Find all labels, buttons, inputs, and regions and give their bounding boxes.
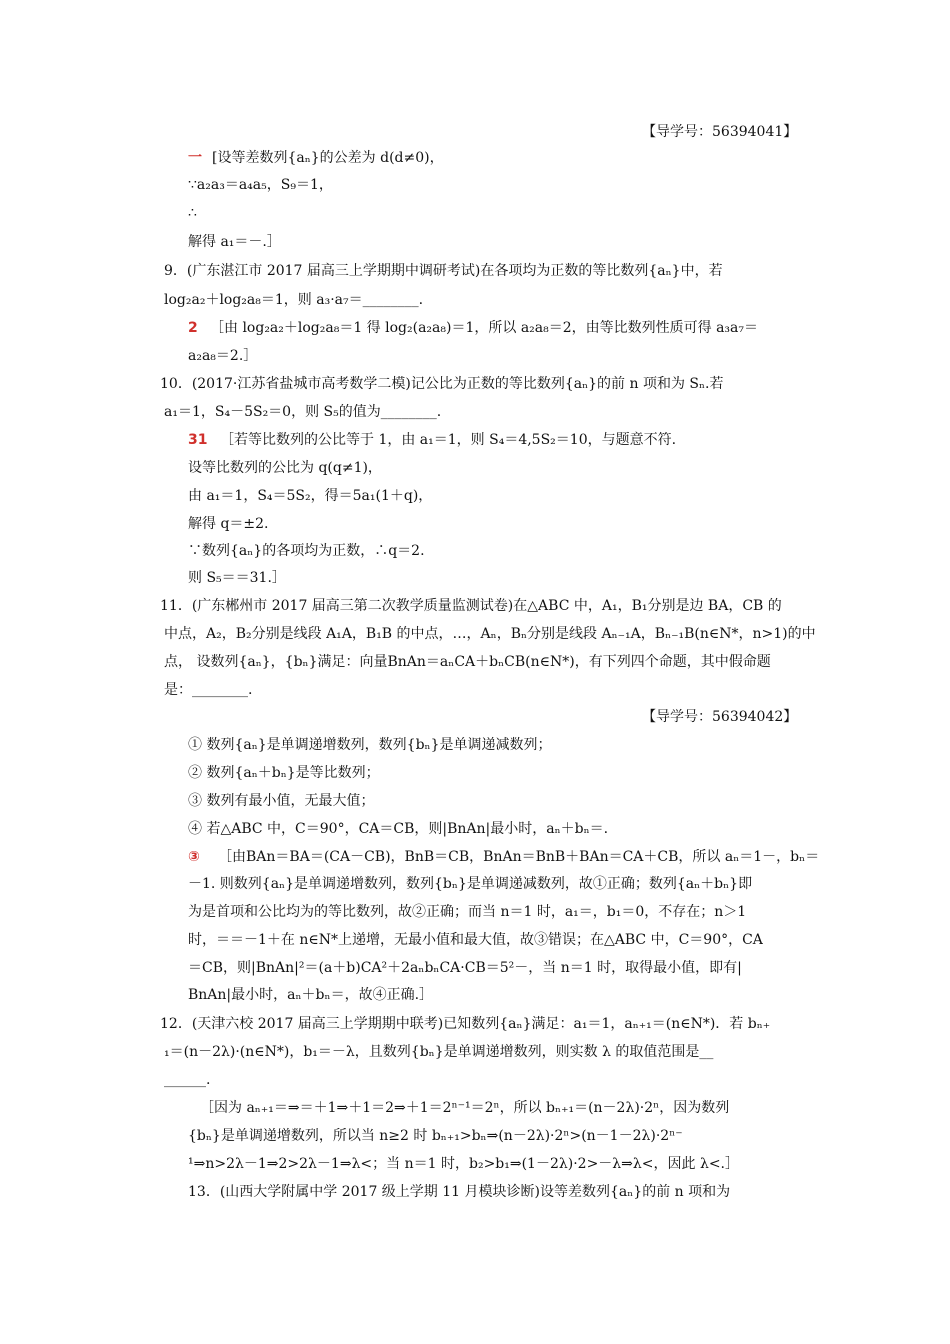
text-line: ∴ bbox=[188, 205, 197, 221]
text-line: ［由 log₂a₂＋log₂a₈＝1 得 log₂(a₂a₈)＝1，所以 a₂a₈＝2，由等比数列性质可得 a₃a₇＝ bbox=[210, 320, 759, 336]
text-line: 解得 a₁＝－.］ bbox=[188, 234, 281, 250]
proposition-3: ③ 数列有最小值，无最大值； bbox=[188, 793, 375, 809]
question-13: 13．(山西大学附属中学 2017 级上学期 11 月模块诊断)设等差数列{aₙ}的前 n 项和为 bbox=[188, 1184, 731, 1200]
text-line: a₁＝1，S₄－5S₂＝0，则 S₅的值为________. bbox=[164, 404, 442, 420]
text-line: ∵数列{aₙ}的各项均为正数，∴q＝2. bbox=[188, 543, 425, 559]
text-line: a₂a₈＝2.］ bbox=[188, 348, 258, 364]
proposition-4: ④ 若△ABC 中，C＝90°，CA＝CB，则|BnAn|最小时，aₙ＋bₙ＝. bbox=[188, 821, 609, 837]
answer-11: ③ bbox=[188, 849, 200, 865]
question-12: 12．(天津六校 2017 届高三上学期期中联考)已知数列{aₙ}满足：a₁＝1，aₙ₊₁＝(n∈N*)．若 bₙ₊ bbox=[160, 1016, 771, 1032]
text-line: 则 S₅＝＝31.］ bbox=[188, 570, 286, 586]
answer-8: 一 bbox=[188, 150, 202, 166]
text-line: 解得 q＝±2. bbox=[188, 516, 269, 532]
guide-number-2: 【导学号：56394042】 bbox=[642, 709, 798, 725]
text-line: 设等比数列的公比为 q(q≠1)， bbox=[188, 460, 382, 476]
text-line: BnAn|最小时，aₙ＋bₙ＝，故④正确.］ bbox=[188, 987, 434, 1003]
text-line: [设等差数列{aₙ}的公差为 d(d≠0)， bbox=[212, 150, 444, 166]
text-line: ＝CB，则|BnAn|²＝(a＋b)CA²＋2aₙbₙCA·CB＝5²－，当 n＝1 时，取得最小值，即有| bbox=[188, 960, 742, 976]
question-11: 11．(广东郴州市 2017 届高三第二次教学质量监测试卷)在△ABC 中，A₁，B₁分别是边 BA，CB 的 bbox=[160, 598, 782, 614]
text-line: 中点，A₂，B₂分别是线段 A₁A，B₁B 的中点，…，Aₙ，Bₙ分别是线段 Aₙ₋₁A，Bₙ₋₁B(n∈N*，n>1)的中 bbox=[164, 626, 816, 642]
text-line: {bₙ}是单调递增数列，所以当 n≥2 时 bₙ₊₁>bₙ⇒(n－2λ)·2ⁿ>(n－1－2λ)·2ⁿ⁻ bbox=[188, 1128, 683, 1144]
proposition-1: ① 数列{aₙ}是单调递增数列，数列{bₙ}是单调递减数列； bbox=[188, 737, 552, 753]
answer-10: 31 bbox=[188, 432, 208, 448]
text-line: 时，＝＝－1＋在 n∈N*上递增，无最小值和最大值，故③错误；在△ABC 中，C＝90°，CA bbox=[188, 932, 763, 948]
guide-number-1: 【导学号：56394041】 bbox=[642, 124, 798, 140]
text-line: log₂a₂＋log₂a₈＝1，则 a₃·a₇＝________. bbox=[164, 292, 424, 308]
text-line: 由 a₁＝1，S₄＝5S₂，得＝5a₁(1＋q)， bbox=[188, 488, 433, 504]
question-9: 9．(广东湛江市 2017 届高三上学期期中调研考试)在各项均为正数的等比数列{aₙ}中，若 bbox=[164, 263, 723, 279]
text-line: ［若等比数列的公比等于 1，由 a₁＝1，则 S₄＝4,5S₂＝10，与题意不符. bbox=[220, 432, 677, 448]
text-line: 是：________. bbox=[164, 682, 253, 698]
text-line: ₁＝(n－2λ)·(n∈N*)，b₁＝－λ，且数列{bₙ}是单调递增数列，则实数 λ 的取值范围是__ bbox=[164, 1044, 714, 1060]
text-line: ［因为 aₙ₊₁＝⇒＝＋1⇒＋1＝2⇒＋1＝2ⁿ⁻¹＝2ⁿ，所以 bₙ₊₁＝(n－2λ)·2ⁿ，因为数列 bbox=[200, 1100, 730, 1116]
text-line: －1. 则数列{aₙ}是单调递增数列，数列{bₙ}是单调递减数列，故①正确；数列{aₙ＋bₙ}即 bbox=[188, 876, 753, 892]
text-line: 为是首项和公比均为的等比数列，故②正确；而当 n＝1 时，a₁＝，b₁＝0，不存在；n＞1 bbox=[188, 904, 747, 920]
answer-9: 2 bbox=[188, 320, 198, 336]
text-line: 点， 设数列{aₙ}，{bₙ}满足：向量BnAn＝aₙCA＋bₙCB(n∈N*)，有下列四个命题，其中假命题 bbox=[164, 654, 771, 670]
text-line: ¹⇒n>2λ－1⇒2>2λ－1⇒λ<；当 n＝1 时，b₂>b₁⇒(1－2λ)·2>－λ⇒λ<，因此 λ<.］ bbox=[188, 1156, 740, 1172]
proposition-2: ② 数列{aₙ＋bₙ}是等比数列； bbox=[188, 765, 380, 781]
text-line: ［由BAn＝BA＝(CA－CB)，BnB＝CB，BnAn＝BnB＋BAn＝CA＋CB，所以 aₙ＝1－，bₙ＝ bbox=[218, 849, 820, 865]
text-line: ∵a₂a₃＝a₄a₅，S₉＝1， bbox=[188, 177, 333, 193]
text-line: ______. bbox=[164, 1072, 211, 1088]
question-10: 10．(2017·江苏省盐城市高考数学二模)记公比为正数的等比数列{aₙ}的前 n 项和为 Sₙ.若 bbox=[160, 376, 724, 392]
